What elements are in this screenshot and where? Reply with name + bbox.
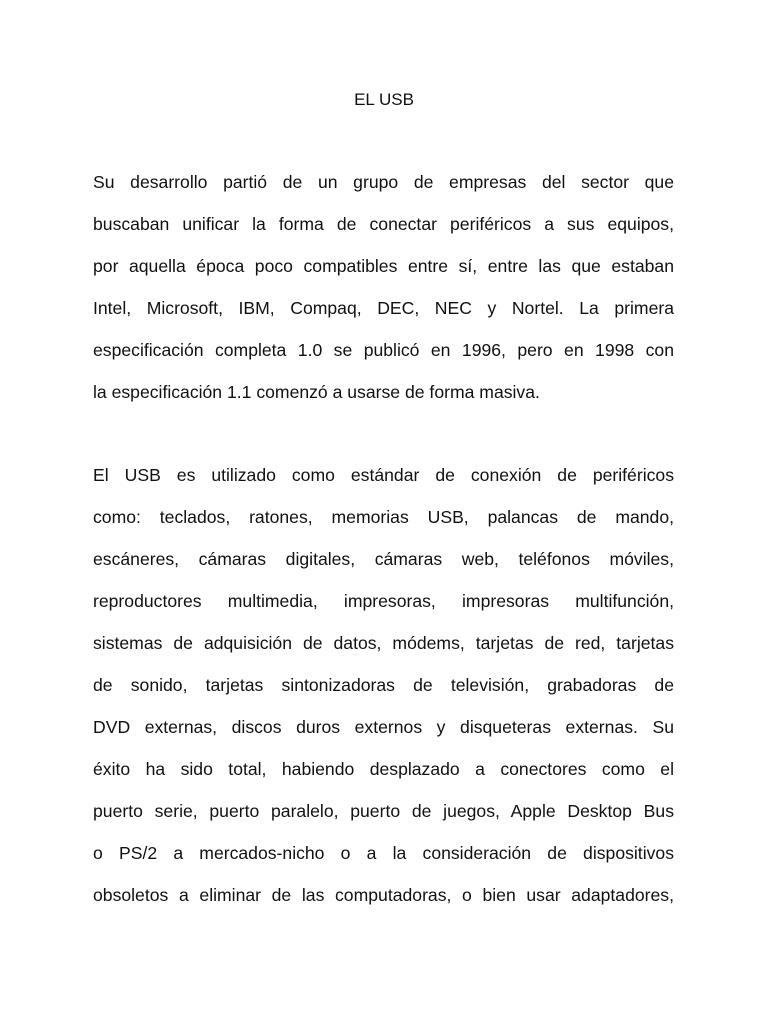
- text-line: Intel, Microsoft, IBM, Compaq, DEC, NEC y Nortel. La primera: [93, 298, 674, 318]
- text-line: DVD externas, discos duros externos y disqueteras externas. Su: [93, 717, 674, 737]
- text-line: de sonido, tarjetas sintonizadoras de televisión, grabadoras de: [93, 675, 674, 695]
- document-title: EL USB: [354, 90, 414, 109]
- text-line: El USB es utilizado como estándar de conexión de periféricos: [93, 465, 674, 485]
- text-line: especificación completa 1.0 se publicó en 1996, pero en 1998 con: [93, 340, 674, 360]
- text-line: obsoletos a eliminar de las computadoras, o bien usar adaptadores,: [93, 885, 674, 905]
- text-line: buscaban unificar la forma de conectar periféricos a sus equipos,: [93, 214, 674, 234]
- paragraph-usage: [93, 463, 674, 925]
- text-line: escáneres, cámaras digitales, cámaras web, teléfonos móviles,: [93, 549, 674, 569]
- text-line: la especificación 1.1 comenzó a usarse de forma masiva.: [93, 382, 540, 402]
- text-line: puerto serie, puerto paralelo, puerto de juegos, Apple Desktop Bus: [93, 801, 674, 821]
- text-line: por aquella época poco compatibles entre sí, entre las que estaban: [93, 256, 674, 276]
- paragraph-origins: [93, 170, 674, 422]
- text-line: Su desarrollo partió de un grupo de empresas del sector que: [93, 172, 674, 192]
- text-line: sistemas de adquisición de datos, módems, tarjetas de red, tarjetas: [93, 633, 674, 653]
- text-line: como: teclados, ratones, memorias USB, palancas de mando,: [93, 507, 674, 527]
- text-line: reproductores multimedia, impresoras, impresoras multifunción,: [93, 591, 674, 611]
- text-line: o PS/2 a mercados-nicho o a la consideración de dispositivos: [93, 843, 674, 863]
- text-line: éxito ha sido total, habiendo desplazado a conectores como el: [93, 759, 674, 779]
